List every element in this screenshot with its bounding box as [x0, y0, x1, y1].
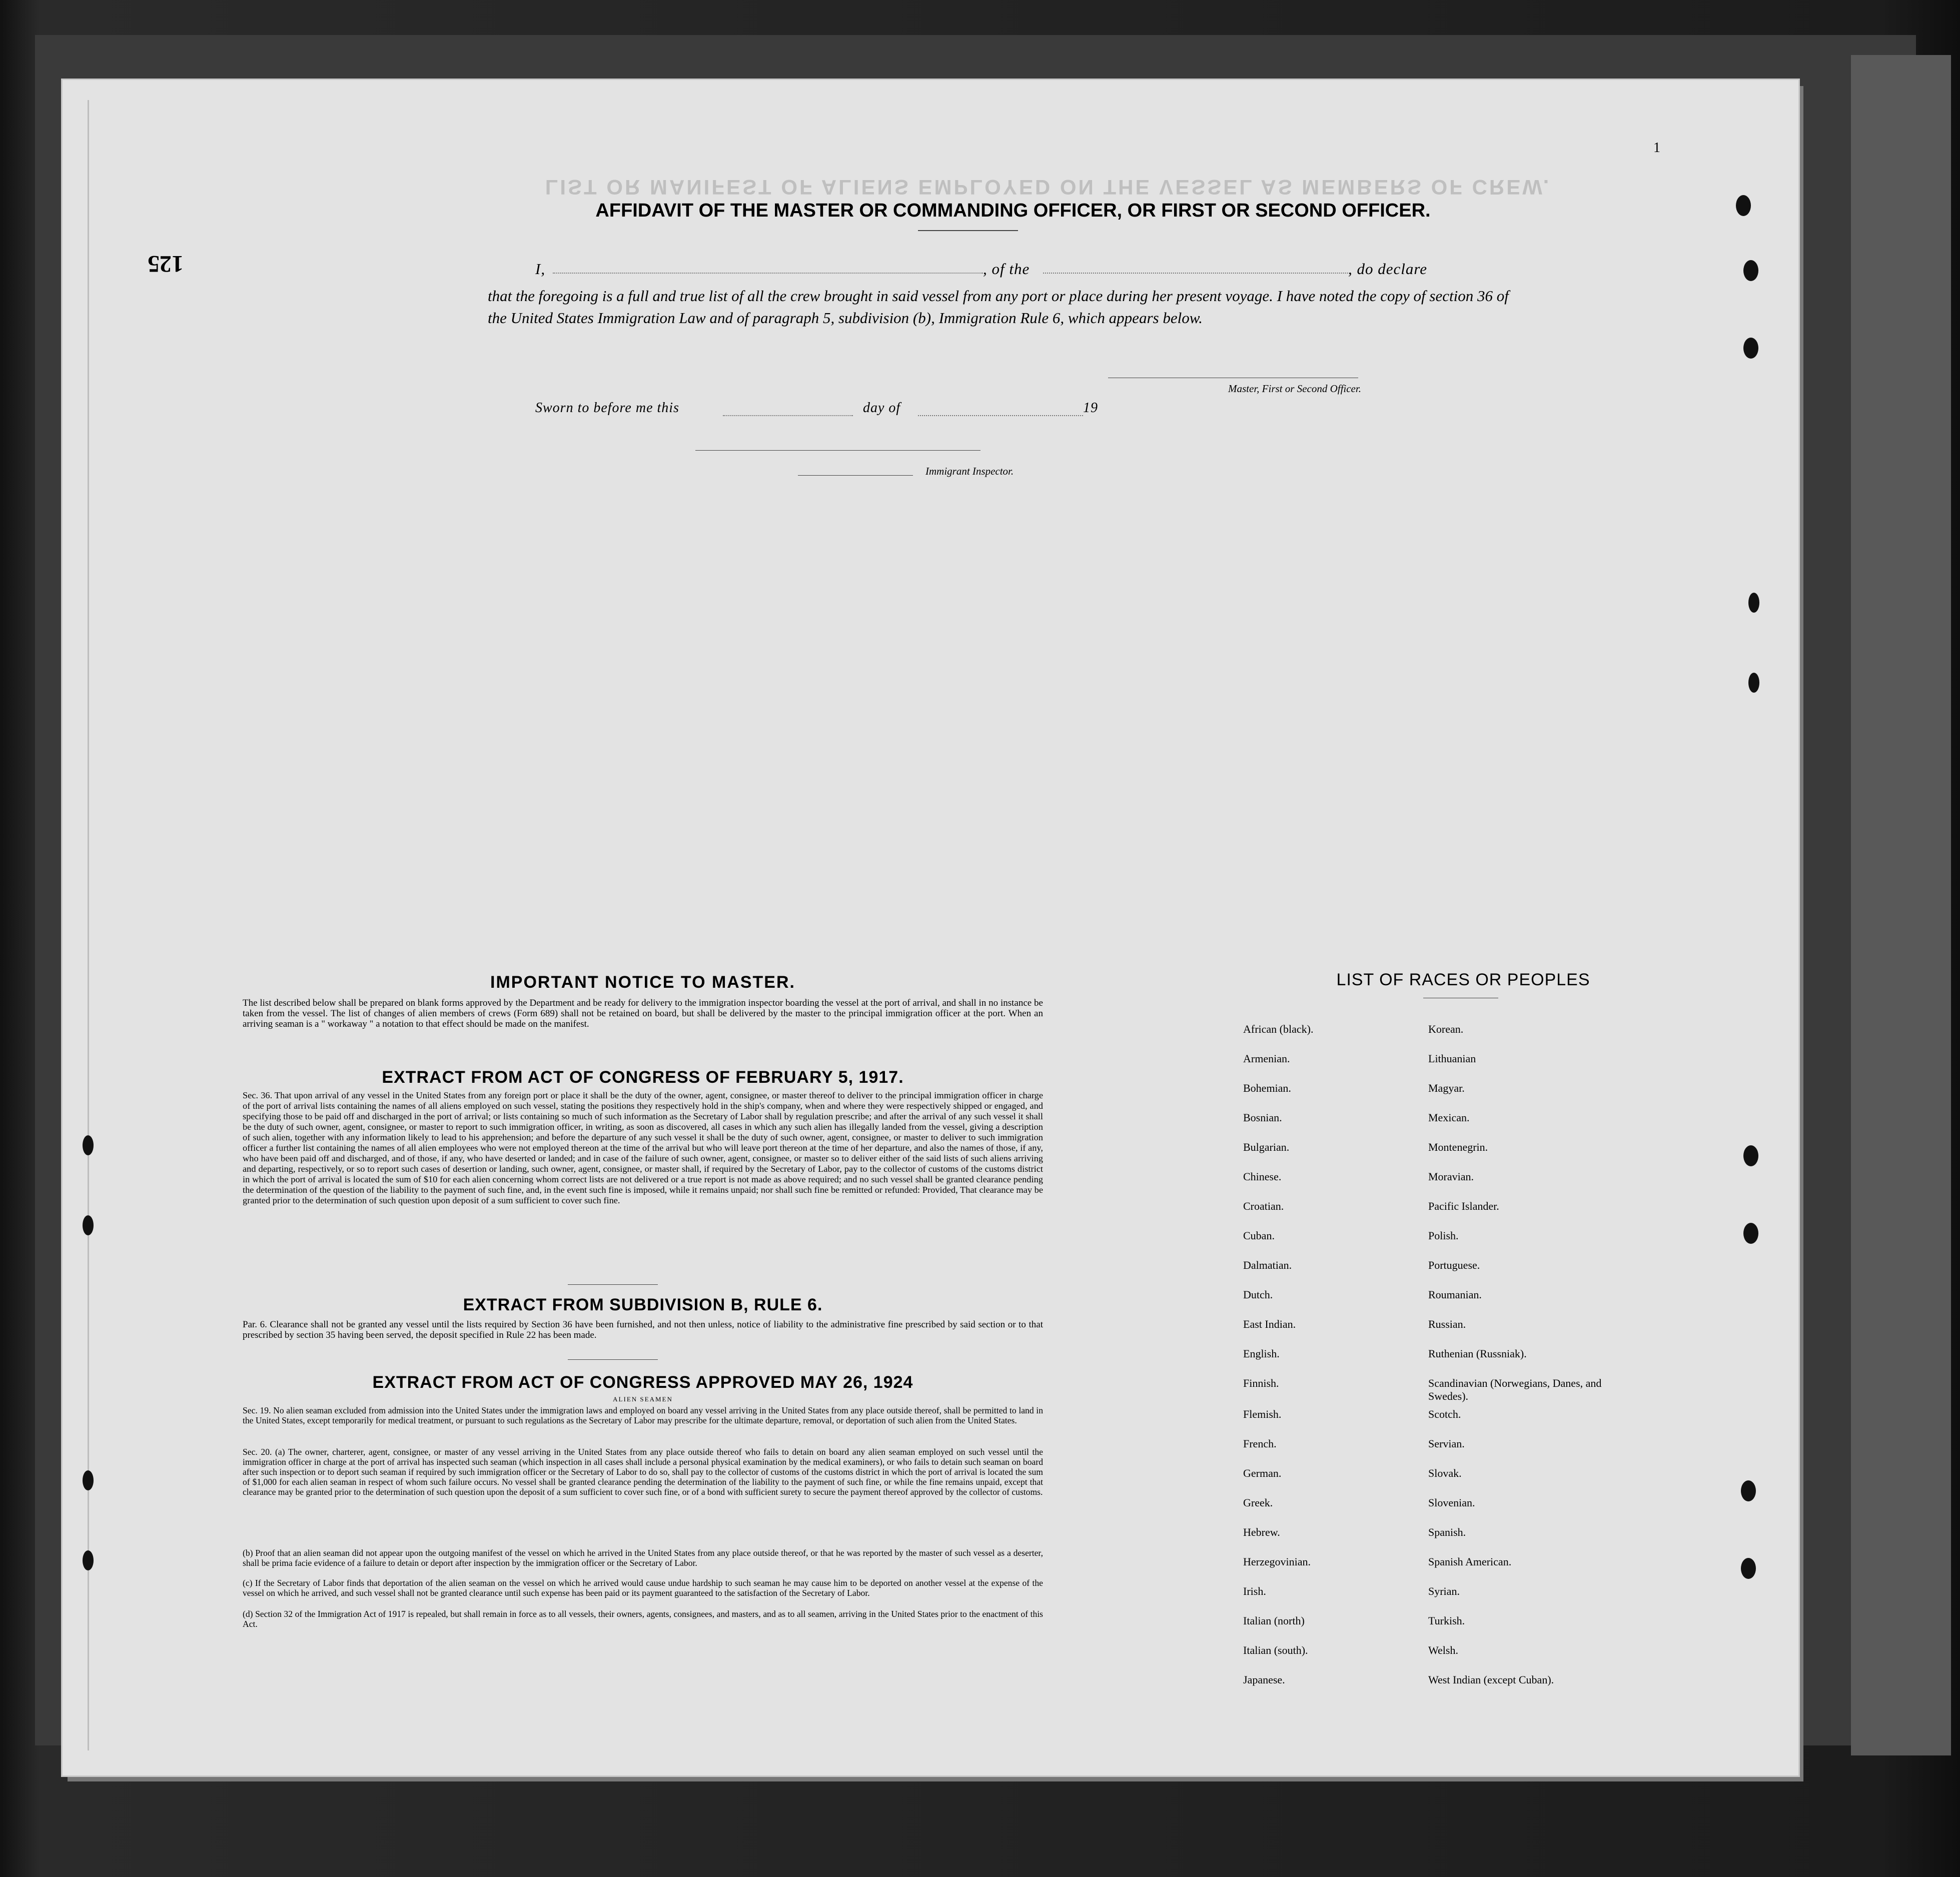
- race-item: French.: [1243, 1437, 1277, 1450]
- race-item: Polish.: [1428, 1229, 1459, 1242]
- race-item: German.: [1243, 1467, 1282, 1479]
- bleed-through-title: LIST OR MANIFEST OF ALIENS EMPLOYED ON THE VESSEL AS MEMBERS OF CREW.: [545, 176, 1551, 199]
- punch-hole: [83, 1215, 94, 1235]
- sworn-prefix: Sworn to before me this: [535, 400, 679, 416]
- race-item: Spanish.: [1428, 1526, 1466, 1538]
- race-item: Turkish.: [1428, 1614, 1465, 1627]
- extract-1917-title: EXTRACT FROM ACT OF CONGRESS OF FEBRUARY 5, 1917.: [382, 1068, 904, 1087]
- punch-hole: [1743, 1145, 1758, 1166]
- punch-hole: [1741, 1558, 1756, 1579]
- race-item: Servian.: [1428, 1437, 1465, 1450]
- inspector-short-line: [798, 475, 913, 476]
- extract-1924-sec20d: (d) Section 32 of the Immigration Act of 1917 is repealed, but shall remain in force as to all vessels, their owners, agents, consignees, and masters, and as to all seamen, arriving in the United States prior to the enactment of this Act.: [243, 1609, 1043, 1629]
- divider: [568, 1284, 658, 1285]
- race-item: West Indian (except Cuban).: [1428, 1673, 1554, 1686]
- race-item: Slovak.: [1428, 1467, 1462, 1479]
- race-item: Mexican.: [1428, 1111, 1470, 1124]
- punch-hole: [1743, 338, 1758, 359]
- race-item: Italian (south).: [1243, 1644, 1308, 1656]
- affidavit-of-the: , of the: [983, 260, 1030, 278]
- race-item: Bulgarian.: [1243, 1141, 1290, 1153]
- extract-1924-subhead: ALIEN SEAMEN: [613, 1395, 673, 1403]
- race-item: Korean.: [1428, 1023, 1464, 1035]
- race-item: Spanish American.: [1428, 1555, 1512, 1568]
- divider: [918, 230, 1018, 231]
- race-item: Chinese.: [1243, 1170, 1282, 1183]
- race-item: Welsh.: [1428, 1644, 1458, 1656]
- race-item: Finnish.: [1243, 1377, 1279, 1389]
- race-item: Scotch.: [1428, 1408, 1461, 1420]
- race-item: Lithuanian: [1428, 1052, 1476, 1065]
- extract-1924-title: EXTRACT FROM ACT OF CONGRESS APPROVED MAY 26, 1924: [372, 1373, 913, 1392]
- punch-hole: [1748, 673, 1759, 693]
- race-item: Roumanian.: [1428, 1288, 1482, 1301]
- race-item: Syrian.: [1428, 1585, 1460, 1597]
- race-item: Ruthenian (Russniak).: [1428, 1347, 1527, 1360]
- punch-hole: [83, 1470, 94, 1490]
- punch-hole: [1743, 1223, 1758, 1244]
- subdivision-text: Par. 6. Clearance shall not be granted any vessel until the lists required by Section 36 have been furnished, and not then unless, notice of liability to the administrative fine prescribed by said section or to that prescribed by section 35 having been served, the deposit specified in Rule 22 has been made.: [243, 1319, 1043, 1340]
- inspector-label: Immigrant Inspector.: [925, 465, 1014, 477]
- notice-text: The list described below shall be prepared on blank forms approved by the Department and be ready for delivery to the immigration inspector boarding the vessel at the port of arrival, and shall in no instance be taken from the vessel. The list of changes of alien members of crews (Form 689) shall not be retained on board, but shall be delivered by the master to the principal immigration officer at the port. When an arriving seaman is a " workaway " a notation to that effect should be made on the manifest.: [243, 998, 1043, 1029]
- race-item: Flemish.: [1243, 1408, 1282, 1420]
- race-item: Dutch.: [1243, 1288, 1273, 1301]
- race-item: Montenegrin.: [1428, 1141, 1488, 1153]
- divider: [568, 1359, 658, 1360]
- race-item: Bohemian.: [1243, 1082, 1291, 1094]
- race-item: Hebrew.: [1243, 1526, 1280, 1538]
- race-item: Magyar.: [1428, 1082, 1465, 1094]
- sworn-day-of: day of: [863, 400, 901, 416]
- vessel-name-field[interactable]: [1043, 273, 1348, 274]
- notice-title: IMPORTANT NOTICE TO MASTER.: [490, 973, 795, 992]
- race-item: Italian (north): [1243, 1614, 1305, 1627]
- signature-label: Master, First or Second Officer.: [1228, 383, 1361, 395]
- race-item: Russian.: [1428, 1318, 1466, 1330]
- race-item: Portuguese.: [1428, 1259, 1480, 1271]
- master-name-field[interactable]: [553, 273, 983, 274]
- extract-1924-sec20c: (c) If the Secretary of Labor finds that deportation of the alien seaman on the vessel on which he arrived would cause undue hardship to such seaman he may cause him to be deported on another vessel at the expense of the vessel on which he arrived, and such vessel shall not be granted clearance until such expense has been paid or its payment guaranteed to the satisfaction of the Secretary of Labor.: [243, 1578, 1043, 1598]
- subdivision-title: EXTRACT FROM SUBDIVISION B, RULE 6.: [463, 1295, 823, 1314]
- punch-hole: [83, 1550, 94, 1570]
- extract-1924-sec19: Sec. 19. No alien seaman excluded from admission into the United States under the immigration laws and employed on board any vessel arriving in the United States from any place outside thereof, shall be permitted to land in the United States, except temporarily for medical treatment, or pursuant to such regulations as the Secretary of Labor may prescribe for the ultimate departure, removal, or deportation of such alien from the United States.: [243, 1405, 1043, 1425]
- race-item: Pacific Islander.: [1428, 1200, 1499, 1212]
- sworn-year: 19: [1083, 400, 1098, 416]
- manifest-page: [63, 80, 1798, 1775]
- sworn-month-field[interactable]: [918, 415, 1083, 416]
- race-item: Irish.: [1243, 1585, 1266, 1597]
- sworn-day-field[interactable]: [723, 415, 853, 416]
- race-item: Moravian.: [1428, 1170, 1474, 1183]
- race-item: Japanese.: [1243, 1673, 1285, 1686]
- affidavit-declare: , do declare: [1348, 260, 1428, 278]
- race-item: Cuban.: [1243, 1229, 1275, 1242]
- race-item: Scandinavian (Norwegians, Danes, and Swedes).: [1428, 1377, 1602, 1402]
- underlying-sheet-edge: [1851, 55, 1951, 1755]
- extract-1924-sec20b: (b) Proof that an alien seaman did not appear upon the outgoing manifest of the vessel on which he arrived in the United States from any place outside thereof, or that he was reported by the master of such vessel as a deserter, shall be prima facie evidence of a failure to detain or deport after inspection by the immigration officer or the Secretary of Labor.: [243, 1548, 1043, 1568]
- race-item: Dalmatian.: [1243, 1259, 1292, 1271]
- stamp-number: 125: [148, 251, 184, 277]
- race-item: Armenian.: [1243, 1052, 1290, 1065]
- margin-line: [88, 100, 89, 1750]
- affidavit-title: AFFIDAVIT OF THE MASTER OR COMMANDING OFFICER, OR FIRST OR SECOND OFFICER.: [595, 200, 1431, 221]
- race-item: African (black).: [1243, 1023, 1314, 1035]
- page-number: 1: [1653, 140, 1660, 156]
- race-item: East Indian.: [1243, 1318, 1296, 1330]
- race-item: Slovenian.: [1428, 1496, 1475, 1509]
- punch-hole: [1736, 195, 1751, 216]
- punch-hole: [1743, 260, 1758, 281]
- inspector-signature-line[interactable]: [695, 450, 981, 451]
- race-item: Greek.: [1243, 1496, 1273, 1509]
- race-item: Bosnian.: [1243, 1111, 1282, 1124]
- races-title: LIST OF RACES OR PEOPLES: [1336, 970, 1590, 989]
- punch-hole: [1741, 1480, 1756, 1501]
- race-item: English.: [1243, 1347, 1280, 1360]
- extract-1924-sec20a: Sec. 20. (a) The owner, charterer, agent, consignee, or master of any vessel arriving in the United States from any place outside thereof who fails to detain on board any alien seaman employed on such vessel until the immigration officer in charge at the port of arrival has inspected such seaman (which inspection in all cases shall include a personal physical examination by the medical examiners), or who fails to detain such seaman on board after such inspection or to deport such seaman if required by such immigration officer or the Secretary of Labor to do so, shall pay to the collector of customs of the customs district in which the port of arrival is located the sum of $1,000 for each alien seaman in respect of whom such failure occurs. No vessel shall be granted clearance pending the determination of the liability to the payment of such fine, or while the fine remains unpaid, except that clearance may be granted prior to the determination of such question upon the deposit of a sum sufficient to cover such fine, or of a bond with sufficient surety to secure the payment thereof approved by the collector of customs.: [243, 1447, 1043, 1497]
- affidavit-paragraph: that the foregoing is a full and true list of all the crew brought in said vessel from any port or place during her present voyage. I have noted the copy of section 36 of the United States Immigration Law and of paragraph 5, subdivision (b), Immigration Rule 6, which appears below.: [488, 287, 1509, 327]
- affidavit-name-prefix: I,: [535, 260, 546, 278]
- race-item: Croatian.: [1243, 1200, 1284, 1212]
- punch-hole: [83, 1135, 94, 1155]
- extract-1917-text: Sec. 36. That upon arrival of any vessel in the United States from any foreign port or place it shall be the duty of the owner, agent, consignee, or master thereof to deliver to the principal immigration officer in charge of the port of arrival lists containing the names of all aliens employed on such vessel, stating the positions they respectively hold in the ship's company, when and where they were respectively shipped or engaged, and specifying those to be paid off and discharged in the port of arrival; or lists containing so much of such information as the Secretary of Labor shall by regulation prescribe; and after the arrival of any such vessel it shall be the duty of such owner, agent, consignee, or master to report to such immigration officer, in writing, as soon as discovered, all cases in which any such alien has illegally landed from the vessel, giving a description of such alien, together with any information likely to lead to his apprehension; and before the departure of any such vessel it shall be the duty of such owner, agent, consignee, or master to deliver to such immigration officer a further list containing the names of all alien employees who were not employed thereon at the time of the arrival but who will leave port thereon at the time of her departure, and also the names of those, if any, who have been paid off and discharged, and of those, if any, who have deserted or landed; and in case of the failure of such owner, agent, consignee, or master so to deliver either of the said lists of such aliens arriving and departing, respectively, or so to report such cases of desertion or landing, such owner, agent, consignee, or master shall, if required by the Secretary of Labor, pay to the collector of customs of the customs district in which the port of arrival is located the sum of $10 for each alien concerning whom correct lists are not delivered or a true report is not made as above required; and no such vessel shall be granted clearance pending the determination of the question of the liability to the payment of such fine, and, in the event such fine is imposed, while it remains unpaid; nor shall such fine be remitted or refunded: Provided, That clearance may be granted prior to the determination of such question upon deposit of a sum sufficient to cover such fine.: [243, 1090, 1043, 1205]
- race-item: Herzegovinian.: [1243, 1555, 1311, 1568]
- punch-hole: [1748, 593, 1759, 613]
